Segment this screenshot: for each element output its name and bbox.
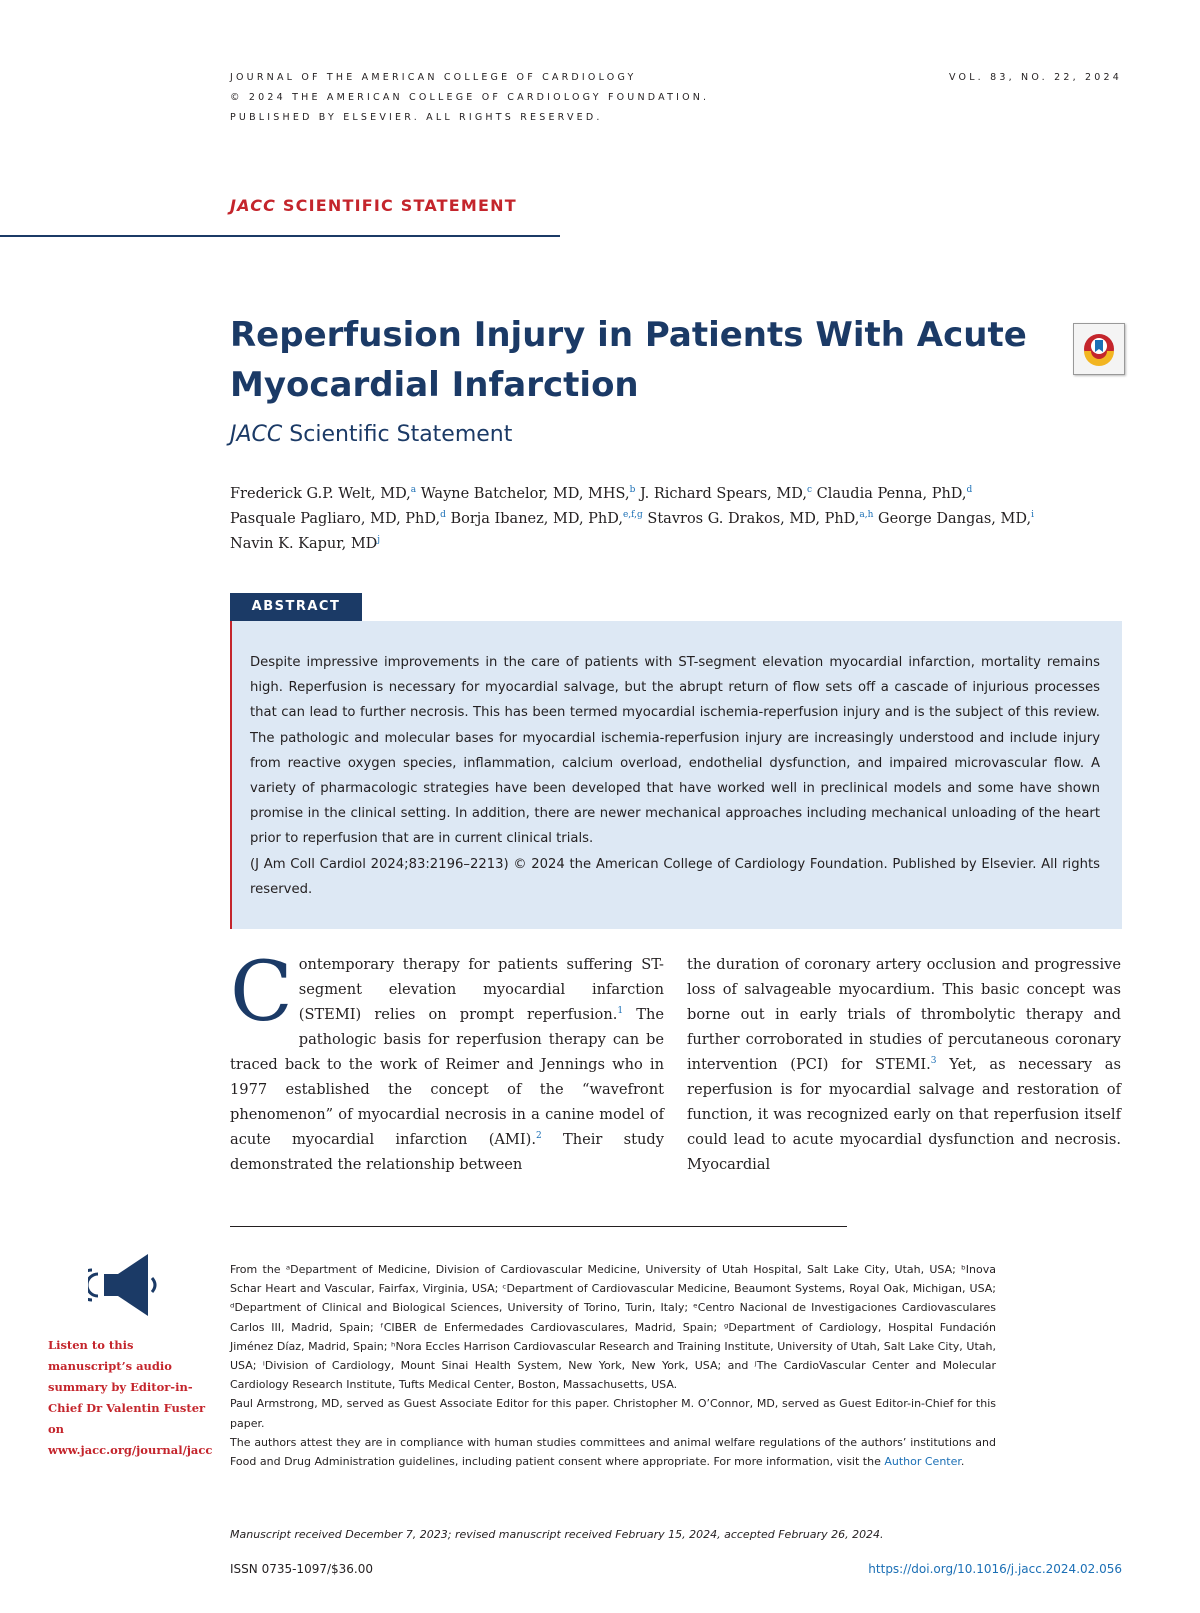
editor-note: Paul Armstrong, MD, served as Guest Associate Editor for this paper. Christopher M. O’Connor, MD, served as Guest Editor-in-Chief for this paper.: [230, 1397, 996, 1430]
author[interactable]: George Dangas, MD,$^i$: [878, 510, 1034, 527]
volume-info: VOL. 83, NO. 22, 2024: [948, 72, 1122, 83]
author-center-link[interactable]: Author Center: [884, 1455, 961, 1469]
issn: ISSN 0735-1097/$36.00: [230, 1562, 374, 1576]
audio-summary-link[interactable]: Listen to this manuscript’s audio summary by Editor-in-Chief Dr Valentin Fuster on www.jacc.org/journal/jacc: [48, 1338, 213, 1457]
footnotes: [230, 1260, 996, 1471]
check-updates-icon[interactable]: [1073, 323, 1125, 375]
author[interactable]: Wayne Batchelor, MD, MHS,$^b$: [420, 485, 636, 502]
author[interactable]: Borja Ibanez, MD, PhD,$^{e,f,g}$: [450, 510, 643, 527]
abstract-heading: ABSTRACT: [230, 593, 362, 621]
author[interactable]: Pasquale Pagliaro, MD, PhD,$^d$: [230, 510, 446, 527]
reference-link[interactable]: 2: [535, 1131, 542, 1142]
article-title: Reperfusion Injury in Patients With Acute Myocardial Infarction: [230, 315, 1027, 405]
abstract-citation: (J Am Coll Cardiol 2024;83:2196–2213) © 2024 the American College of Cardiology Foundation. Published by Elsevier. All rights reserved.: [250, 856, 1100, 897]
copyright-line: © 2024 THE AMERICAN COLLEGE OF CARDIOLOGY FOUNDATION.: [230, 92, 710, 103]
author[interactable]: Frederick G.P. Welt, MD,$^a$: [230, 485, 417, 502]
reference-link[interactable]: 1: [617, 1006, 624, 1017]
reference-link[interactable]: 3: [930, 1056, 937, 1067]
author[interactable]: Claudia Penna, PhD,$^d$: [816, 485, 973, 502]
subtitle-text: Scientific Statement: [289, 422, 513, 447]
abstract-body: Despite impressive improvements in the care of patients with ST-segment elevation myocardial infarction, mortality remains high. Reperfusion is necessary for myocardial salvage, but the abrupt return of flow sets off a cascade of injurious processes that can lead to further necrosis. This has been termed myocardial ischemia-reperfusion injury and is the subject of this review. The pathologic and molecular bases for myocardial ischemia-reperfusion injury are increasingly understood and include injury from reactive oxygen species, inflammation, calcium overload, endothelial dysfunction, and impaired microvascular flow. A variety of pharmacologic strategies have been developed that have worked well in preclinical models and some have shown promise in the clinical setting. In addition, there are newer mechanical approaches including mechanical unloading of the heart prior to reperfusion that are in current clinical trials.: [250, 655, 1100, 847]
author[interactable]: Stavros G. Drakos, MD, PhD,$^{a,h}$: [647, 510, 874, 527]
doi-link[interactable]: https://doi.org/10.1016/j.jacc.2024.02.056: [868, 1562, 1122, 1576]
section-text: SCIENTIFIC STATEMENT: [282, 196, 517, 215]
publisher-line: PUBLISHED BY ELSEVIER. ALL RIGHTS RESERVED.: [230, 112, 603, 123]
author[interactable]: J. Richard Spears, MD,$^c$: [639, 485, 812, 502]
journal-name: JOURNAL OF THE AMERICAN COLLEGE OF CARDIOLOGY: [230, 72, 637, 83]
affiliations: From the ᵃDepartment of Medicine, Division of Cardiovascular Medicine, University of Utah Hospital, Salt Lake City, Utah, USA; ᵇInova Schar Heart and Vascular, Fairfax, Virginia, USA; ᶜDepartment of Cardiovascular Medicine, Beaumont Systems, Royal Oak, Michigan, USA; ᵈDepartment of Clinical and Biological Sciences, University of Torino, Turin, Italy; ᵉCentro Nacional de Investigaciones Cardiovasculares Carlos III, Madrid, Spain; ᶠCIBER de Enfermedades Cardiovasculares, Madrid, Spain; ᵍDepartment of Cardiology, Hospital Fundación Jiménez Díaz, Madrid, Spain; ʰNora Eccles Harrison Cardiovascular Research and Training Institute, University of Utah, Salt Lake City, Utah, USA; ⁱDivision of Cardiology, Mount Sinai Health System, New York, New York, USA; and ʲThe CardioVascular Center and Molecular Cardiology Research Institute, Tufts Medical Center, Boston, Massachusetts, USA.: [230, 1263, 996, 1392]
section-divider: [0, 235, 560, 237]
compliance-note: The authors attest they are in compliance with human studies committees and animal welfare regulations of the authors’ institutions and Food and Drug Administration guidelines, including patient consent where appropriate. For more information, visit the Author Center.: [230, 1435, 996, 1469]
manuscript-dates: Manuscript received December 7, 2023; revised manuscript received February 15, 2024, accepted February 26, 2024.: [230, 1528, 884, 1541]
footnote-divider: [230, 1226, 847, 1227]
author[interactable]: Navin K. Kapur, $MD^j$: [230, 535, 381, 552]
section-label: [230, 196, 517, 215]
body-column-left: Contemporary therapy for patients suffering ST-segment elevation myocardial infarction (STEMI) relies on prompt reperfusion.$^1$ The pathologic basis for reperfusion therapy can be traced back to the work of Reimer and Jennings who in 1977 established the concept of the “wavefront phenomenon” of myocardial necrosis in a canine model of acute myocardial infarction (AMI).$^2$ Their study demonstrated the relationship between: [230, 945, 664, 1173]
audio-speaker-icon[interactable]: [88, 1250, 168, 1320]
body-column-right: the duration of coronary artery occlusion and progressive loss of salvageable myocardium. This basic concept was borne out in early trials of thrombolytic therapy and further corroborated in studies of percutaneous coronary intervention (PCI) for STEMI.$^3$ Yet, as necessary as reperfusion is for myocardial salvage and restoration of function, it was recognized early on that reperfusion itself could lead to acute myocardial dysfunction and necrosis. Myocardial: [687, 956, 1122, 1173]
section-jacc: JACC: [230, 196, 277, 215]
article-subtitle: [230, 422, 512, 447]
author-list: [230, 482, 1100, 557]
subtitle-jacc: JACC: [230, 422, 283, 447]
abstract-text: [250, 650, 1100, 902]
drop-cap: C: [230, 945, 293, 1040]
